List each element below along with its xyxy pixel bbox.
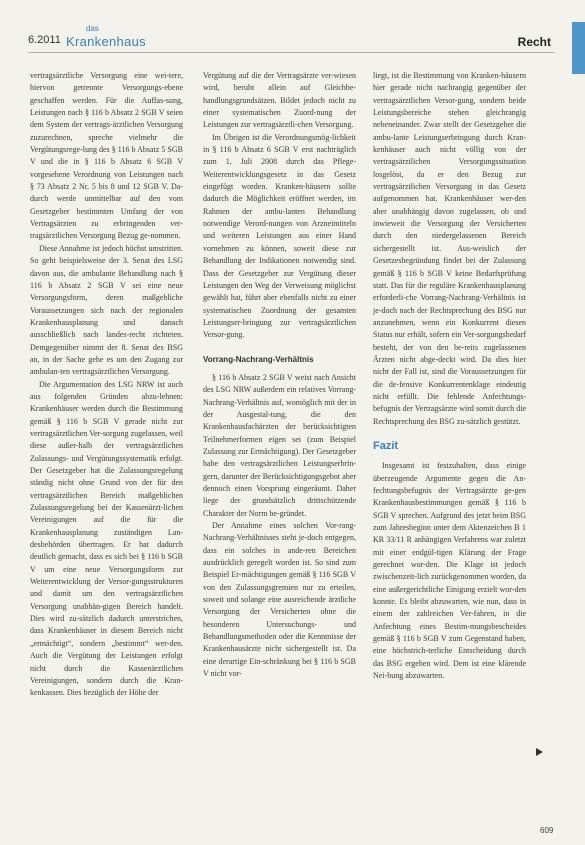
subheading: Vorrang-Nachrang-Verhältnis [203,354,314,364]
paragraph: Insgesamt ist festzuhalten, dass einige überzeugende Argumente gegen die An-fechtungsbefugnis der Vertragsärzte ge-gen Krankenhausbestimmungen gemäß § 116 b SGB V sprechen. Aufgrund des jetzt beim BSG zum Jahresbeginn unter dem Aktenzeichen B 1 KR 33/11 R anhängigen Verfahrens war zuletzt mit einer endgül-tigen Klärung der Frage gerechnet wor-den. Die Klage ist jedoch zwischenzeit-lich zurückgenommen worden, da eine außergerichtliche Einigung erzielt wor-den konnte. Es bleibt abzuwarten, wie nun, dass in einem der zahlreichen Ver-fahren, in die Anfechtung eines Bestim-mungsbescheides gemäß § 116 b SGB V zum Gegenstand haben, eine höchstrich-terliche Entscheidung durch das BSG ergehen wird. Dem ist eine klärende Nei-bung abzuwarten. [373,461,526,681]
header-divider [28,52,555,53]
page-number: 609 [540,826,554,835]
section-heading: Fazit [373,439,399,452]
paragraph: Vergütung auf die der Vertragsärzte ver-wiesen wird, beruht allein auf Gleichbe-handlungsgrundsätzen. Bildet jedoch nicht zu einer systematischen Zuord-nung der Leistungen zur vertragsärztli-chen Versorgung. [203,71,356,130]
paragraph: Der Annahme eines solchen Vor-rang-Nachrang-Verhältnisses steht je-doch entgegen, dass ein solches in ande-ren Bereichen ausdrücklich geregelt worden ist. So sind zum Beispiel Er-mächtigungen gemäß § 116 SGB V von den Zulassungsgremien nur zu erteilen, soweit und solange eine ausreichende ärztliche Versorgung der Versicherten ohne die besonderen Untersuchungs- und Behandlungsmethoden oder die Kenntnisse der Krankenhausärzte nicht sichergestellt ist. Da eine derartige Ein-schränkung bei § 116 b SGB V nicht vor- [203,521,356,679]
brand-logo [66,24,146,52]
brand-prefix: das [86,24,99,33]
paragraph: Im Übrigen ist die Verordnungsmög-lichkeit in § 116 b Absatz 6 SGB V erst nachträglich zum 1. Juli 2008 durch das Pflege-Weiterentwicklungsgesetz in das Gesetz eingefügt worden. Kranken-häusern sollte dadurch die Möglichkeit eröffnet werden, im Rahmen der ambu-lanten Behandlung notwendige Verord-nungen von Arzneimitteln und weiteren Leistungen aus einer Hand vornehmen zu können, soweit diese zur Behandlung der Indikationen notwendig sind. Dass der Gesetzgeber zur Vergütung dieser Leistungen den Weg der Verweisung möglichst gewählt hat, führt aber ebenfalls nicht zu einer systematischen Zuordnung der gesamten Leistungser-bringung zur vertragsärztlichen Versor-gung. [203,132,356,340]
paragraph: vertragsärztliche Versorgung eine wei-tere, hiervon getrennte Versorgungs-ebene geschaffen werden. Für die Auffas-sung, Leistungen nach § 116 b Absatz 2 SGB V seien dem System der vertrags-ärztlichen Versorgung zuzurechnen, spreche vielmehr die Vergütungsrege-lung des § 116 b Absatz 5 SGB V und die in § 116 b Absatz 6 SGB V vorgesehene Verordnung von Leistungen nach § 73 Absatz 2 Nr. 5 bis 8 und 12 SGB V. Da-durch werde unmittelbar auf den vom Gesetzgeber bestimmten Umfang der von Vertragsärzten zu erbringenden ver-tragsärztlichen Versorgung Bezug ge-nommen. [30,71,183,241]
section-tab-marker [572,22,585,74]
paragraph: liegt, ist die Bestimmung von Kranken-häusern hier gerade nicht nachrangig gegenüber der vertragsärztlichen Versor-gung, sondern beide Leistungsbereiche stehen gleichrangig nebeneinander. Zwar stellt der Gesetzgeber die ambu-lante Leistungserbringung durch Kran-kenhäuser auch nicht völlig von der vertragsärztlichen Versorgungssituation losgelöst, da er den Bezug zur vertragsärztlichen Versorgung in das Gesetz aufgenommen hat. Krankenhäuser wer-den aber unabhängig davon zugelassen, ob und inwieweit die Versorgung der Versicherten durch den niedergelassenen Bereich sichergestellt ist. Aus-weislich der Gesetzesbegründung findet bei der Zulassung gemäß § 116 b SGB V keine Bedarfsprüfung statt. Das für die reguläre Krankenhausplanung erforderli-che Vorrang-Nachrang-Verhältnis ist je-doch nach der Rechtsprechung des BSG nur anzunehmen, wenn ein Konkurrent diesen Status nur erhält, sofern ein Ver-sorgungsbedarf besteht, der von den be-reits zugelassenen Ärzten nicht abge-deckt wird. Da dies hier nicht der Fall ist, sind die Voraussetzungen für die de-fensive Konkurrentenklage eindeutig nicht erfüllt. Die fehlende Anfechtungs-befugnis der Vertragsärzte wird somit durch die Rechtsprechung des BSG zu-sätzlich gestützt. [373,71,526,426]
continue-arrow-icon [536,748,543,756]
text-column-2 [203,70,356,681]
paragraph: Diese Annahme ist jedoch höchst umstritten. So geht beispielsweise der 3. Senat des LSG davon aus, die ambulante Behandlung nach § 116 b Absatz 2 SGB V sei eine neue Versorgungsform, deren maßgebliche Voraussetzungen sich nach der regionalen Krankenhausplanung und danach ausschließlich nach landes-recht richteten. Demgegenüber nimmt der 8. Senat des BSG an, in der Sache gehe es um den Zugang zur ambulan-ten vertragsärztlichen Versorgung. [30,243,183,377]
issue-label: 6.2011 [28,34,61,46]
paragraph: § 116 b Absatz 2 SGB V weist nach Ansicht des LSG NRW außerdem ein relatives Vorrang-Nachrang-Verhältnis auf, womöglich mit der in der Ausgestal-tung, die den Krankenhausfachärzten der berücksichtigten Teilnehmerformen eigen sei (zum Beispiel Zulassung zur Ermächtigung). Der Gesetzgeber habe den vertragsärztlichen Leistungserbrin-gern, darunter der Berücksichtigungsgebot aber dennoch einen Vorsprung eingeräumt. Daher liege der grundsätzlich drittschützende Charakter der Norm be-gründet. [203,372,356,518]
text-column-1 [30,70,183,700]
paragraph: Die Argumentation des LSG NRW ist auch aus folgenden Gründen abzu-lehnen: Krankenhäuser werden durch die Bestimmung gemäß § 116 b SGB V gerade nicht zur vertragsärztlichen Ver-sorgung zugelassen, weil diese außer-halb der vertragsärztlichen Zulassungs- und Vergütungssystematik erfolgt. Der Gesetzgeber hat die Zulassungsregelung ständig nicht ohne Grund von der für den vertragsärztlichen Bereich maßgeblichen Zulassungsregelung bei der Kassenärzt-lichen Vereinigungen auf die für die Krankenhausplanung zuständigen Lan-desbehörden übertragen. Er hat dadurch deutlich gemacht, dass es sich bei § 116 b SGB V um eine neue Versorgungsform zur Weiterentwicklung der Versor-gungsstrukturen und damit um den vertragsärztlichen Versorgung unabhän-gigen Bereich handelt. Dies wird zu-sätzlich dadurch unterstrichen, dass Krankenhäuser in diesem Bereich nicht „ermächtigt“, sondern „bestimmt“ wer-den. Auch die Vergütung der Leistungen erfolgt nicht durch die Kassenärztlichen Vereinigungen, sondern durch die Kran-kenkassen. Dies bezüglich der Höhe der [30,379,183,698]
text-column-3 [373,70,526,683]
section-title: Recht [517,35,551,49]
brand-name: Krankenhaus [66,34,146,49]
